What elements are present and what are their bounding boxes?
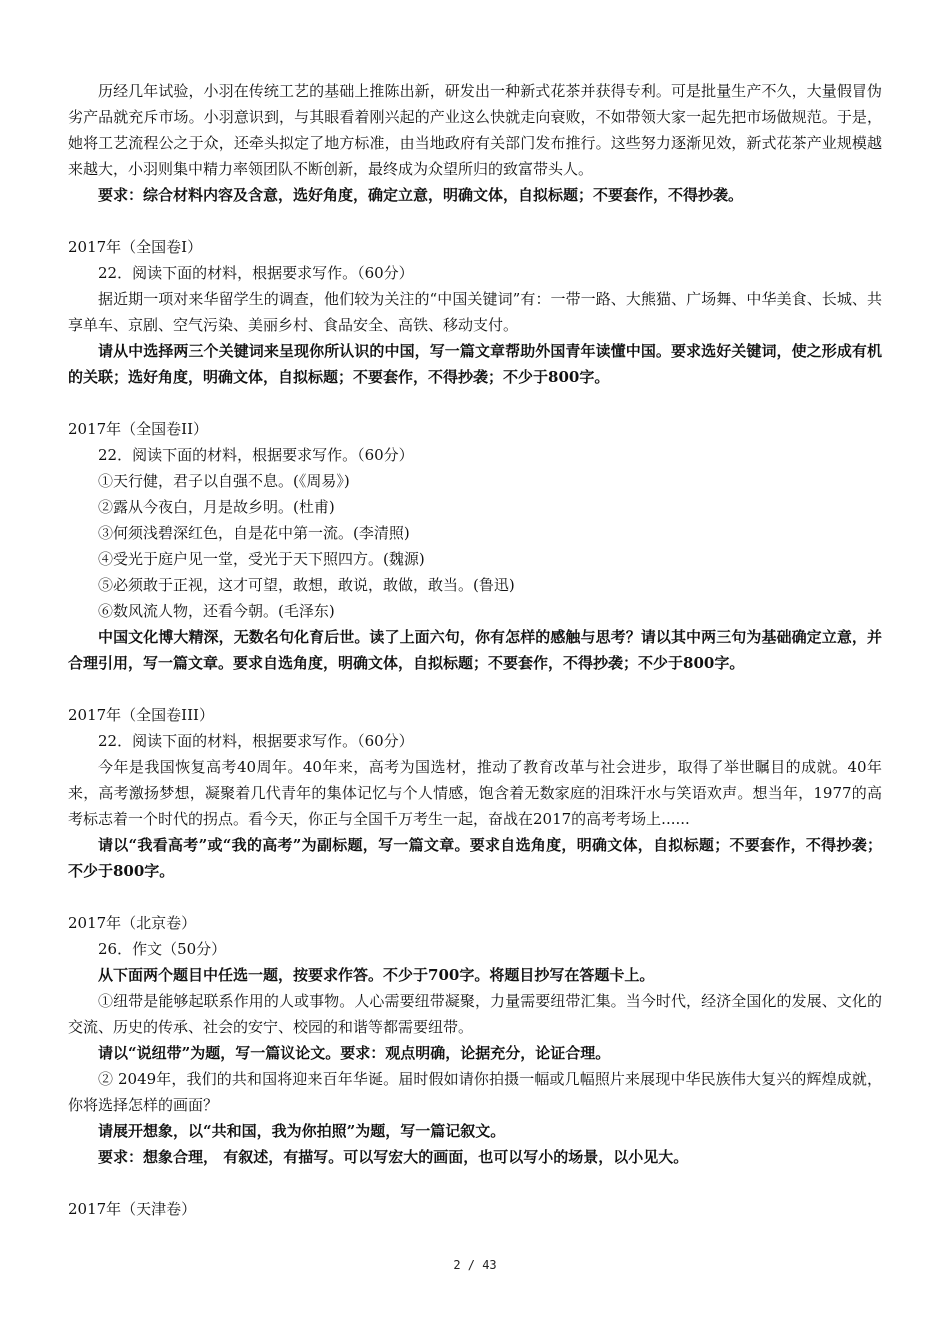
spacer [68, 390, 882, 416]
material-paragraph: 今年是我国恢复高考40周年。40年来，高考为国选材，推动了教育改革与社会进步，取得了举世瞩目的成就。40年来，高考激扬梦想，凝聚着几代青年的集体记忆与个人情感，饱含着无数家庭的泪珠汗水与笑语欢声。想当年，1977的高考标志着一个时代的拐点。看今天，你正与全国千万考生一起，奋战在2017的高考考场上...... [68, 758, 882, 828]
question-title: 26．作文（50分） [98, 940, 227, 958]
page-number: 2 / 43 [453, 1258, 497, 1272]
material-paragraph: 历经几年试验，小羽在传统工艺的基础上推陈出新，研发出一种新式花茶并获得专利。可是批量生产不久，大量假冒伪劣产品就充斥市场。小羽意识到，与其眼看着刚兴起的产业这么快就走向衰败，不如带领大家一起先把市场做规范。于是，她将工艺流程公之于众，还牵头拟定了地方标准，由当地政府有关部门发布推行。这些努力逐渐见效，新式花茶产业规模越来越大，小羽则集中精力率领团队不断创新，最终成为众望所归的致富带头人。 [68, 82, 882, 178]
requirement-text: 要求：综合材料内容及含意，选好角度，确定立意，明确文体，自拟标题；不要套作，不得抄袭。 [98, 186, 744, 204]
quote-item: ②露从今夜白，月是故乡明。(杜甫) [98, 498, 335, 516]
quote-item: ③何须浅碧深红色，自是花中第一流。(李清照) [98, 524, 410, 542]
option-1-requirement: 请以“说纽带”为题，写一篇议论文。要求：观点明确，论据充分，论证合理。 [98, 1044, 611, 1062]
option-2-requirement-detail: 要求：想象合理， 有叙述，有描写。可以写宏大的画面，也可以写小的场景，以小见大。 [98, 1148, 689, 1166]
section-heading-tianjin: 2017年（天津卷） [68, 1200, 197, 1218]
option-1-material: ①纽带是能够起联系作用的人或事物。人心需要纽带凝聚，力量需要纽带汇集。当今时代，经济全国化的发展、文化的交流、历史的传承、社会的安宁、校园的和谐等都需要纽带。 [68, 992, 882, 1036]
section-heading-national-1: 2017年（全国卷I） [68, 238, 203, 256]
document-body [68, 78, 882, 1222]
material-paragraph: 据近期一项对来华留学生的调查，他们较为关注的“中国关键词”有：一带一路、大熊猫、广场舞、中华美食、长城、共享单车、京剧、空气污染、美丽乡村、食品安全、高铁、移动支付。 [68, 290, 882, 334]
requirement-text: 请从中选择两三个关键词来呈现你所认识的中国，写一篇文章帮助外国青年读懂中国。要求选好关键词，使之形成有机的关联；选好角度，明确文体，自拟标题；不要套作，不得抄袭；不少于800字。 [68, 342, 882, 386]
option-2-requirement: 请展开想象，以“共和国，我为你拍照”为题，写一篇记叙文。 [98, 1122, 506, 1140]
section-heading-beijing: 2017年（北京卷） [68, 914, 197, 932]
quote-item: ④受光于庭户见一堂，受光于天下照四方。(魏源) [98, 550, 425, 568]
requirement-text: 中国文化博大精深，无数名句化育后世。读了上面六句，你有怎样的感触与思考？请以其中两三句为基础确定立意，并合理引用，写一篇文章。要求自选角度，明确文体，自拟标题；不要套作，不得抄袭；不少于800字。 [68, 628, 882, 672]
instruction-text: 从下面两个题目中任选一题，按要求作答。不少于700字。将题目抄写在答题卡上。 [98, 966, 655, 984]
requirement-text: 请以“我看高考”或“我的高考”为副标题，写一篇文章。要求自选角度，明确文体，自拟标题；不要套作，不得抄袭；不少于800字。 [68, 836, 882, 880]
section-heading-national-2: 2017年（全国卷II） [68, 420, 209, 438]
question-title: 22．阅读下面的材料，根据要求写作。（60分） [98, 264, 414, 282]
quote-item: ⑥数风流人物，还看今朝。(毛泽东) [98, 602, 335, 620]
section-heading-national-3: 2017年（全国卷III） [68, 706, 214, 724]
question-title: 22．阅读下面的材料，根据要求写作。（60分） [98, 732, 414, 750]
quote-item: ⑤必须敢于正视，这才可望，敢想，敢说，敢做，敢当。(鲁迅) [98, 576, 515, 594]
spacer [68, 1170, 882, 1196]
option-2-material: ② 2049年，我们的共和国将迎来百年华诞。届时假如请你拍摄一幅或几幅照片来展现中华民族伟大复兴的辉煌成就，你将选择怎样的画面？ [68, 1070, 882, 1114]
quote-item: ①天行健，君子以自强不息。(《周易》) [98, 472, 350, 490]
spacer [68, 884, 882, 910]
spacer [68, 208, 882, 234]
spacer [68, 676, 882, 702]
question-title: 22．阅读下面的材料，根据要求写作。（60分） [98, 446, 414, 464]
